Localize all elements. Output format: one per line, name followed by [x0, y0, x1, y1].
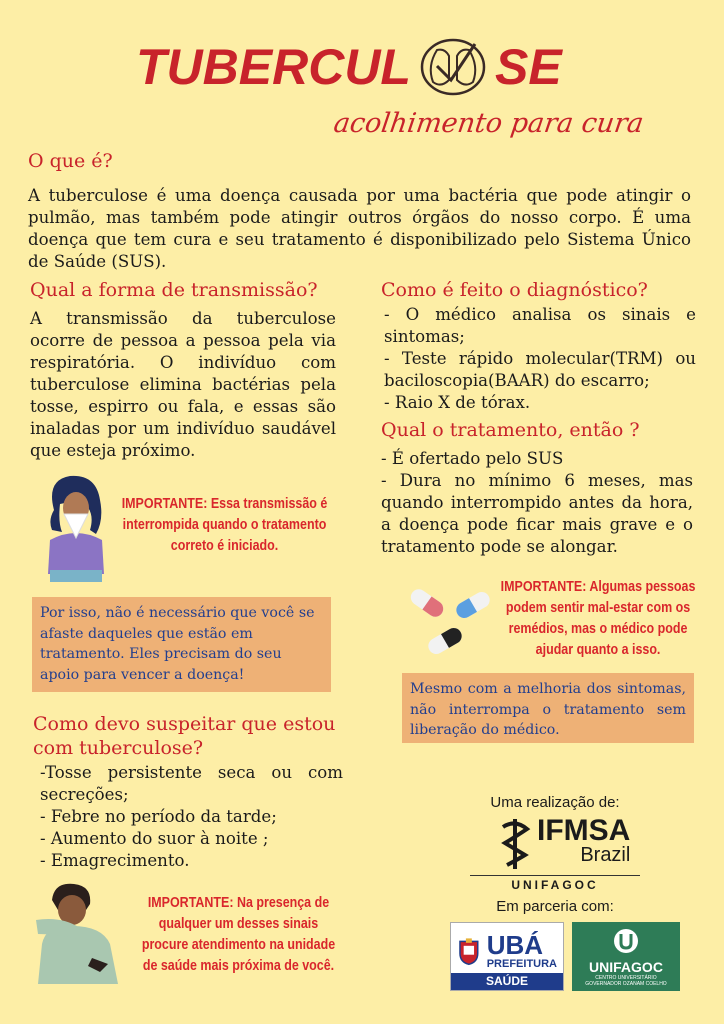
list-item: - Dura no mínimo 6 meses, mas quando interrompido antes da hora, a doença pode ficar mais grave e o tratamento pode se alongar.	[381, 471, 693, 556]
title-right: SE	[494, 39, 562, 95]
important-tratamento: IMPORTANTE: Algumas pessoas podem sentir mal-estar com os remédios, mas o médico pode ajudar quanto a isso.	[500, 579, 696, 658]
heading-transmissao: Qual a forma de transmissão?	[30, 279, 318, 301]
uba-sub: PREFEITURA	[486, 958, 557, 970]
heading-o-que-e: O que é?	[28, 150, 113, 172]
list-item: - Raio X de tórax.	[384, 393, 531, 412]
list-item: - O médico analisa os sinais e sintomas;	[384, 305, 696, 346]
list-diagnostico	[384, 304, 696, 414]
ifmsa-name: IFMSA	[537, 814, 631, 847]
ifmsa-logo	[495, 814, 635, 872]
list-item: - É ofertado pelo SUS	[381, 449, 564, 468]
note-tratamento: Mesmo com a melhoria dos sintomas, não interrompa o tratamento sem liberação do médico.	[402, 673, 694, 743]
text-o-que-e: A tuberculose é uma doença causada por uma bactéria que pode atingir o pulmão, mas também pode atingir outros órgãos do nosso corpo. É uma doença que tem cura e seu tratamento é disponibilizado pelo Sistema Único de Saúde (SUS).	[28, 186, 691, 271]
list-item: - Teste rápido molecular(TRM) ou baciloscopia(BAAR) do escarro;	[384, 349, 696, 390]
poster-title	[136, 36, 562, 98]
heading-diagnostico: Como é feito o diagnóstico?	[381, 279, 648, 301]
list-item: - Aumento do suor à noite ;	[40, 829, 269, 848]
uba-coat-of-arms-icon	[457, 932, 481, 970]
realizacao-label: Uma realização de:	[490, 794, 620, 811]
list-item: - Emagrecimento.	[40, 851, 190, 870]
heading-suspeita: Como devo suspeitar que estou com tuberculose?	[33, 713, 336, 759]
list-item: -Tosse persistente seca ou com secreções;	[40, 763, 343, 804]
list-item: - Febre no período da tarde;	[40, 807, 277, 826]
uba-saude-band: SAÚDE	[451, 973, 563, 990]
ifmsa-unifagoc-label: UNIFAGOC	[470, 875, 640, 892]
ifmsa-emblem-icon	[495, 815, 535, 871]
unifagoc-name: UNIFAGOC	[589, 959, 663, 975]
heading-tratamento: Qual o tratamento, então ?	[381, 419, 640, 441]
title-left: TUBERCUL	[136, 39, 411, 95]
list-tratamento	[381, 448, 693, 558]
uba-name: UBÁ	[486, 930, 544, 960]
text-transmissao: A transmissão da tuberculose ocorre de pessoa a pessoa pela via respiratória. O indivíduo com tuberculose elimina bactérias pela tosse, espirro ou fala, e essas são inaladas por um indivíduo saudável que esteja próximo.	[30, 309, 336, 460]
parceria-label: Em parceria com:	[496, 898, 614, 915]
list-suspeita	[40, 762, 343, 872]
note-transmissao: Por isso, não é necessário que você se afaste daqueles que estão em tratamento. Eles precisam do seu apoio para vencer a doença!	[32, 597, 331, 692]
ifmsa-country: Brazil	[580, 844, 631, 866]
woman-sneezing-icon	[40, 470, 112, 582]
important-transmissao: IMPORTANTE: Essa transmissão é interrompida quando o tratamento correto é iniciado.	[121, 496, 328, 554]
unifagoc-sub: CENTRO UNIVERSITÁRIO GOVERNADOR OZANAM COELHO	[585, 975, 667, 987]
important-suspeita: IMPORTANTE: Na presença de qualquer um desses sinais procure atendimento na unidade de saúde mais próxima de você.	[141, 895, 336, 974]
pills-icon	[405, 585, 497, 661]
uba-prefeitura-logo	[450, 922, 564, 991]
unifagoc-logo	[572, 922, 680, 991]
lungs-check-logo-icon	[417, 36, 489, 98]
poster-subtitle: acolhimento para cura	[331, 108, 646, 139]
man-coughing-icon	[32, 880, 128, 984]
unifagoc-u-icon	[613, 928, 639, 954]
